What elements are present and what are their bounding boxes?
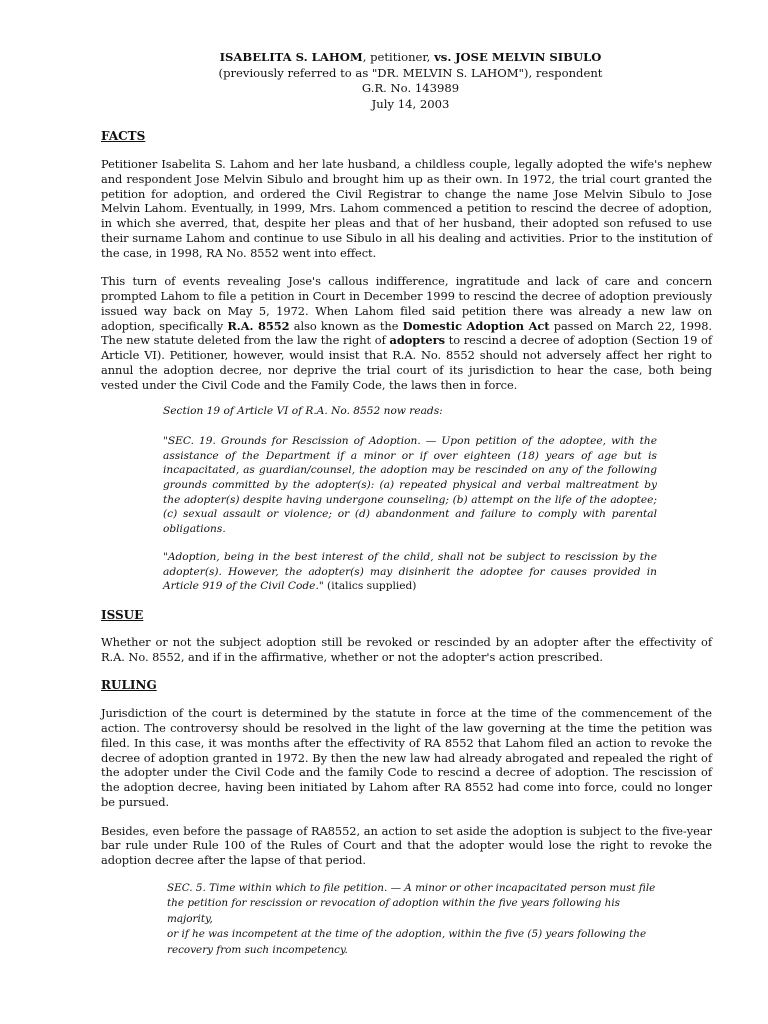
ra-8552-ref: R.A. 8552 [227, 318, 290, 333]
issue-text: Whether or not the subject adoption still be revoked or rescinded by an adopter after the effectivity of R.A. No. 8552, and if in the affirmative, whether or not the adopter's action prescribed. [101, 634, 712, 664]
versus-text: vs. [434, 50, 452, 64]
quote-best-interest: "Adoption, being in the best interest of the child, shall not be subject to rescission by the adopter(s). However, the adopter(s) may disinherit the adoptee for causes provided in Article 919 of the Civil Code." (italics supplied) [163, 550, 657, 593]
adopters-term: adopters [389, 333, 445, 348]
quote-section-19: "SEC. 19. Grounds for Rescission of Adoption. — Upon petition of the adoptee, with the assistance of the Department if a minor or if over eighteen (18) years of age but is incapacitated, as guardian/counsel, the adoption may be rescinded on any of the following grounds committed by the adopter(s): (a) repeated physical and verbal maltreatment by the adopter(s) despite having undergone counseling; (b) attempt on the life of the adoptee; (c) sexual assault or violence; or (d) abandonment and failure to comply with parental obligations. [163, 434, 657, 536]
respondent-aka: (previously referred to as "DR. MELVIN S. LAHOM"), respondent [218, 65, 603, 80]
quote-section-5: SEC. 5. Time within which to file petition. — A minor or other incapacitated person must file the petition for rescission or revocation of adoption within the five years following his majority, or if he was incompetent at the time of the adoption, within the five (5) years following the recovery from such incompetency. [167, 881, 656, 956]
gr-number: G.R. No. 143989 [361, 81, 460, 95]
italics-note: (italics supplied) [323, 580, 417, 593]
decision-date: July 14, 2003 [371, 96, 450, 111]
case-header [109, 50, 712, 112]
quote-intro: Section 19 of Article VI of R.A. No. 8552 now reads: [163, 405, 443, 418]
issue-heading: ISSUE [101, 607, 144, 622]
ruling-paragraph-2: Besides, even before the passage of RA8552, an action to set aside the adoption is subject to the five-year bar rule under Rule 100 of the Rules of Court and that the adopter would lose the right to revoke the adoption decree after the lapse of that period. [101, 823, 712, 868]
ruling-heading: RULING [101, 678, 157, 693]
domestic-adoption-act-ref: Domestic Adoption Act [402, 318, 550, 333]
respondent-name: JOSE MELVIN SIBULO [455, 50, 602, 64]
facts-paragraph-1: Petitioner Isabelita S. Lahom and her late husband, a childless couple, legally adopted the wife's nephew and respondent Jose Melvin Sibulo and brought him up as their own. In 1972, the trial court granted the petition for adoption, and ordered the Civil Registrar to change the name Jose Melvin Sibulo to Jose Melvin Lahom. Eventually, in 1999, Mrs. Lahom commenced a petition to rescind the decree of adoption, in which she averred, that, despite her pleas and that of her husband, their adopted son refused to use their surname Lahom and continue to use Sibulo in all his dealing and activities. Prior to the institution of the case, in 1998, RA No. 8552 went into effect. [101, 157, 712, 260]
ruling-paragraph-1: Jurisdiction of the court is determined by the statute in force at the time of the commencement of the action. The controversy should be resolved in the light of the law governing at the time the petition was filed. In this case, it was months after the effectivity of RA 8552 that Lahom filed an action to revoke the decree of adoption granted in 1972. By then the new law had already abrogated and repealed the right of the adopter under the Civil Code and the family Code to rescind a decree of adoption. The rescission of the adoption decree, having been initiated by Lahom after RA 8552 had come into force, could no longer be pursued. [101, 706, 712, 809]
facts-heading: FACTS [101, 129, 146, 143]
case-title [109, 50, 712, 66]
petitioner-role: , petitioner, [362, 50, 435, 64]
petitioner-name: ISABELITA S. LAHOM [219, 50, 363, 64]
facts-paragraph-2: This turn of events revealing Jose's callous indifference, ingratitude and lack of care and concern prompted Lahom to file a petition in Court in December 1999 to rescind the decree of adoption previously issued way back on May 5, 1972. When Lahom filed said petition there was already a new law on adoption, specifically R.A. 8552 also known as the Domestic Adoption Act passed on March 22, 1998. The new statute deleted from the law the right of adopters to rescind a decree of adoption (Section 19 of Article VI). Petitioner, however, would insist that R.A. No. 8552 should not adversely affect her right to annul the adoption decree, nor deprive the trial court of its jurisdiction to hear the case, both being vested under the Civil Code and the Family Code, the laws then in force. [101, 274, 712, 392]
